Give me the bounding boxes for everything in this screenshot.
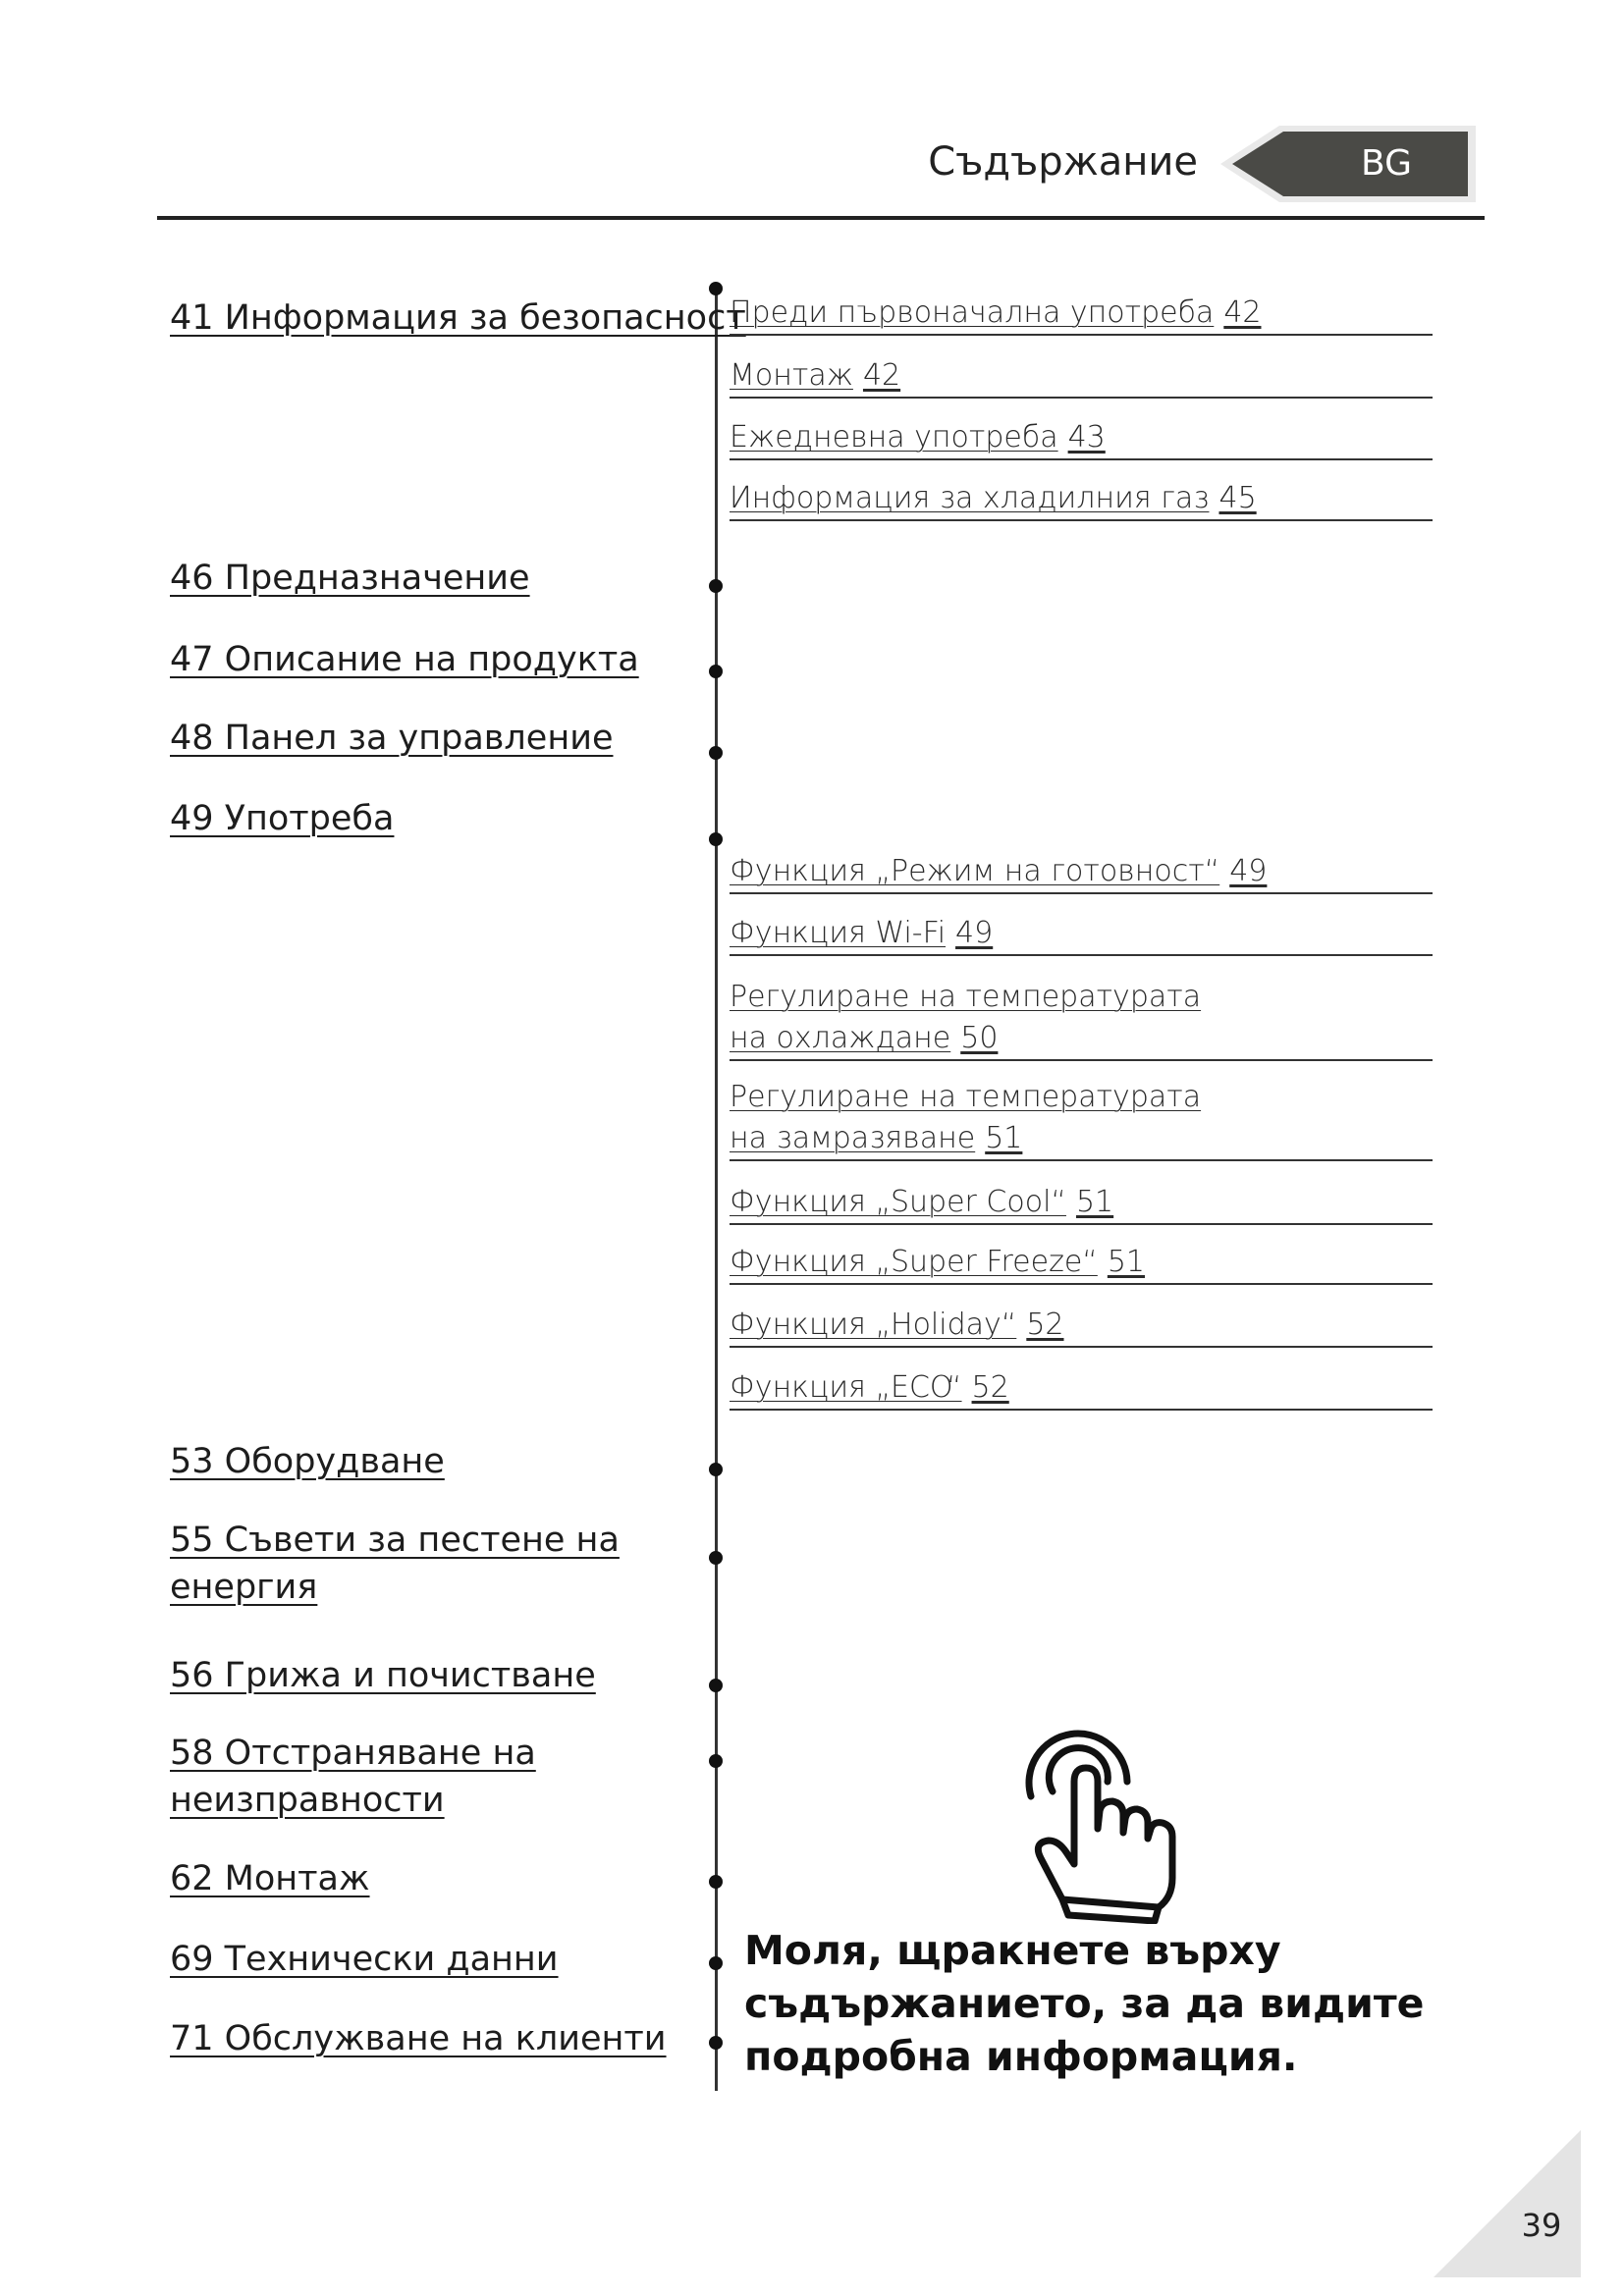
timeline-dot [709,579,723,593]
header-rule [157,216,1485,220]
toc-energy-saving-line1: 55 Съвети за пестене на [170,1521,620,1560]
toc-sub-eco[interactable]: Функция „ECO“ 52 [730,1367,1433,1411]
toc-sub-cooling-temp[interactable]: Регулиране на температурата на охлаждане 50 [730,977,1433,1061]
toc-energy-saving[interactable] [170,1517,620,1611]
toc-equipment[interactable]: 53 Оборудване [170,1442,445,1481]
toc-intended-use[interactable]: 46 Предназначение [170,559,530,598]
timeline-dot [709,282,723,295]
timeline-dot [709,1679,723,1692]
toc-troubleshooting[interactable] [170,1730,536,1824]
toc-installation[interactable]: 62 Монтаж [170,1859,370,1898]
toc-control-panel[interactable]: 48 Панел за управление [170,719,614,758]
hint-line-1: Моля, щракнете върху [744,1927,1281,1974]
toc-sub-freezing-temp[interactable]: Регулиране на температурата на замразяване 51 [730,1077,1433,1161]
timeline-dot [709,1463,723,1476]
toc-energy-saving-line2: енергия [170,1568,318,1607]
toc-troubleshooting-line1: 58 Отстраняване на [170,1734,536,1773]
hint-text [744,1924,1451,2083]
toc-sub-super-cool[interactable]: Функция „Super Cool“ 51 [730,1182,1433,1225]
hint-line-3: подробна информация. [744,2033,1298,2080]
timeline-dot [709,665,723,678]
toc-care-cleaning[interactable]: 56 Грижа и почистване [170,1656,596,1695]
toc-sub-refrigerant-info[interactable]: Информация за хладилния газ 45 [730,478,1433,521]
toc-sub-holiday[interactable]: Функция „Holiday“ 52 [730,1305,1433,1348]
toc-sub-daily-use[interactable]: Ежедневна употреба 43 [730,417,1433,460]
timeline-dot [709,1875,723,1889]
toc-sub-super-freeze[interactable]: Функция „Super Freeze“ 51 [730,1242,1433,1285]
toc-sub-installation[interactable]: Монтаж 42 [730,355,1433,399]
timeline-dot [709,1956,723,1970]
timeline-dot [709,1551,723,1565]
toc-customer-service[interactable]: 71 Обслужване на клиенти [170,2019,667,2058]
toc-safety[interactable]: 41 Информация за безопасност [170,298,746,338]
hint-line-2: съдържанието, за да видите [744,1980,1425,2027]
toc-sub-wifi[interactable]: Функция Wi-Fi 49 [730,913,1433,956]
tap-hand-icon [1011,1713,1208,1924]
toc-product-description[interactable]: 47 Описание на продукта [170,640,639,679]
page-title: Съдържание [928,139,1198,185]
toc-use[interactable]: 49 Употреба [170,799,395,838]
timeline-dot [709,832,723,846]
toc-sub-standby[interactable]: Функция „Режим на готовност“ 49 [730,851,1433,894]
page-corner [1434,2130,1581,2277]
timeline-dot [709,1754,723,1768]
toc-troubleshooting-line2: неизправности [170,1781,445,1820]
page-number: 39 [1521,2207,1562,2244]
timeline-dot [709,2036,723,2050]
timeline-dot [709,746,723,760]
language-code: BG [1361,143,1412,184]
timeline-line [715,285,718,2091]
toc-technical-data[interactable]: 69 Технически данни [170,1940,559,1979]
toc-sub-before-first-use[interactable]: Преди първоначална употреба 42 [730,293,1433,336]
